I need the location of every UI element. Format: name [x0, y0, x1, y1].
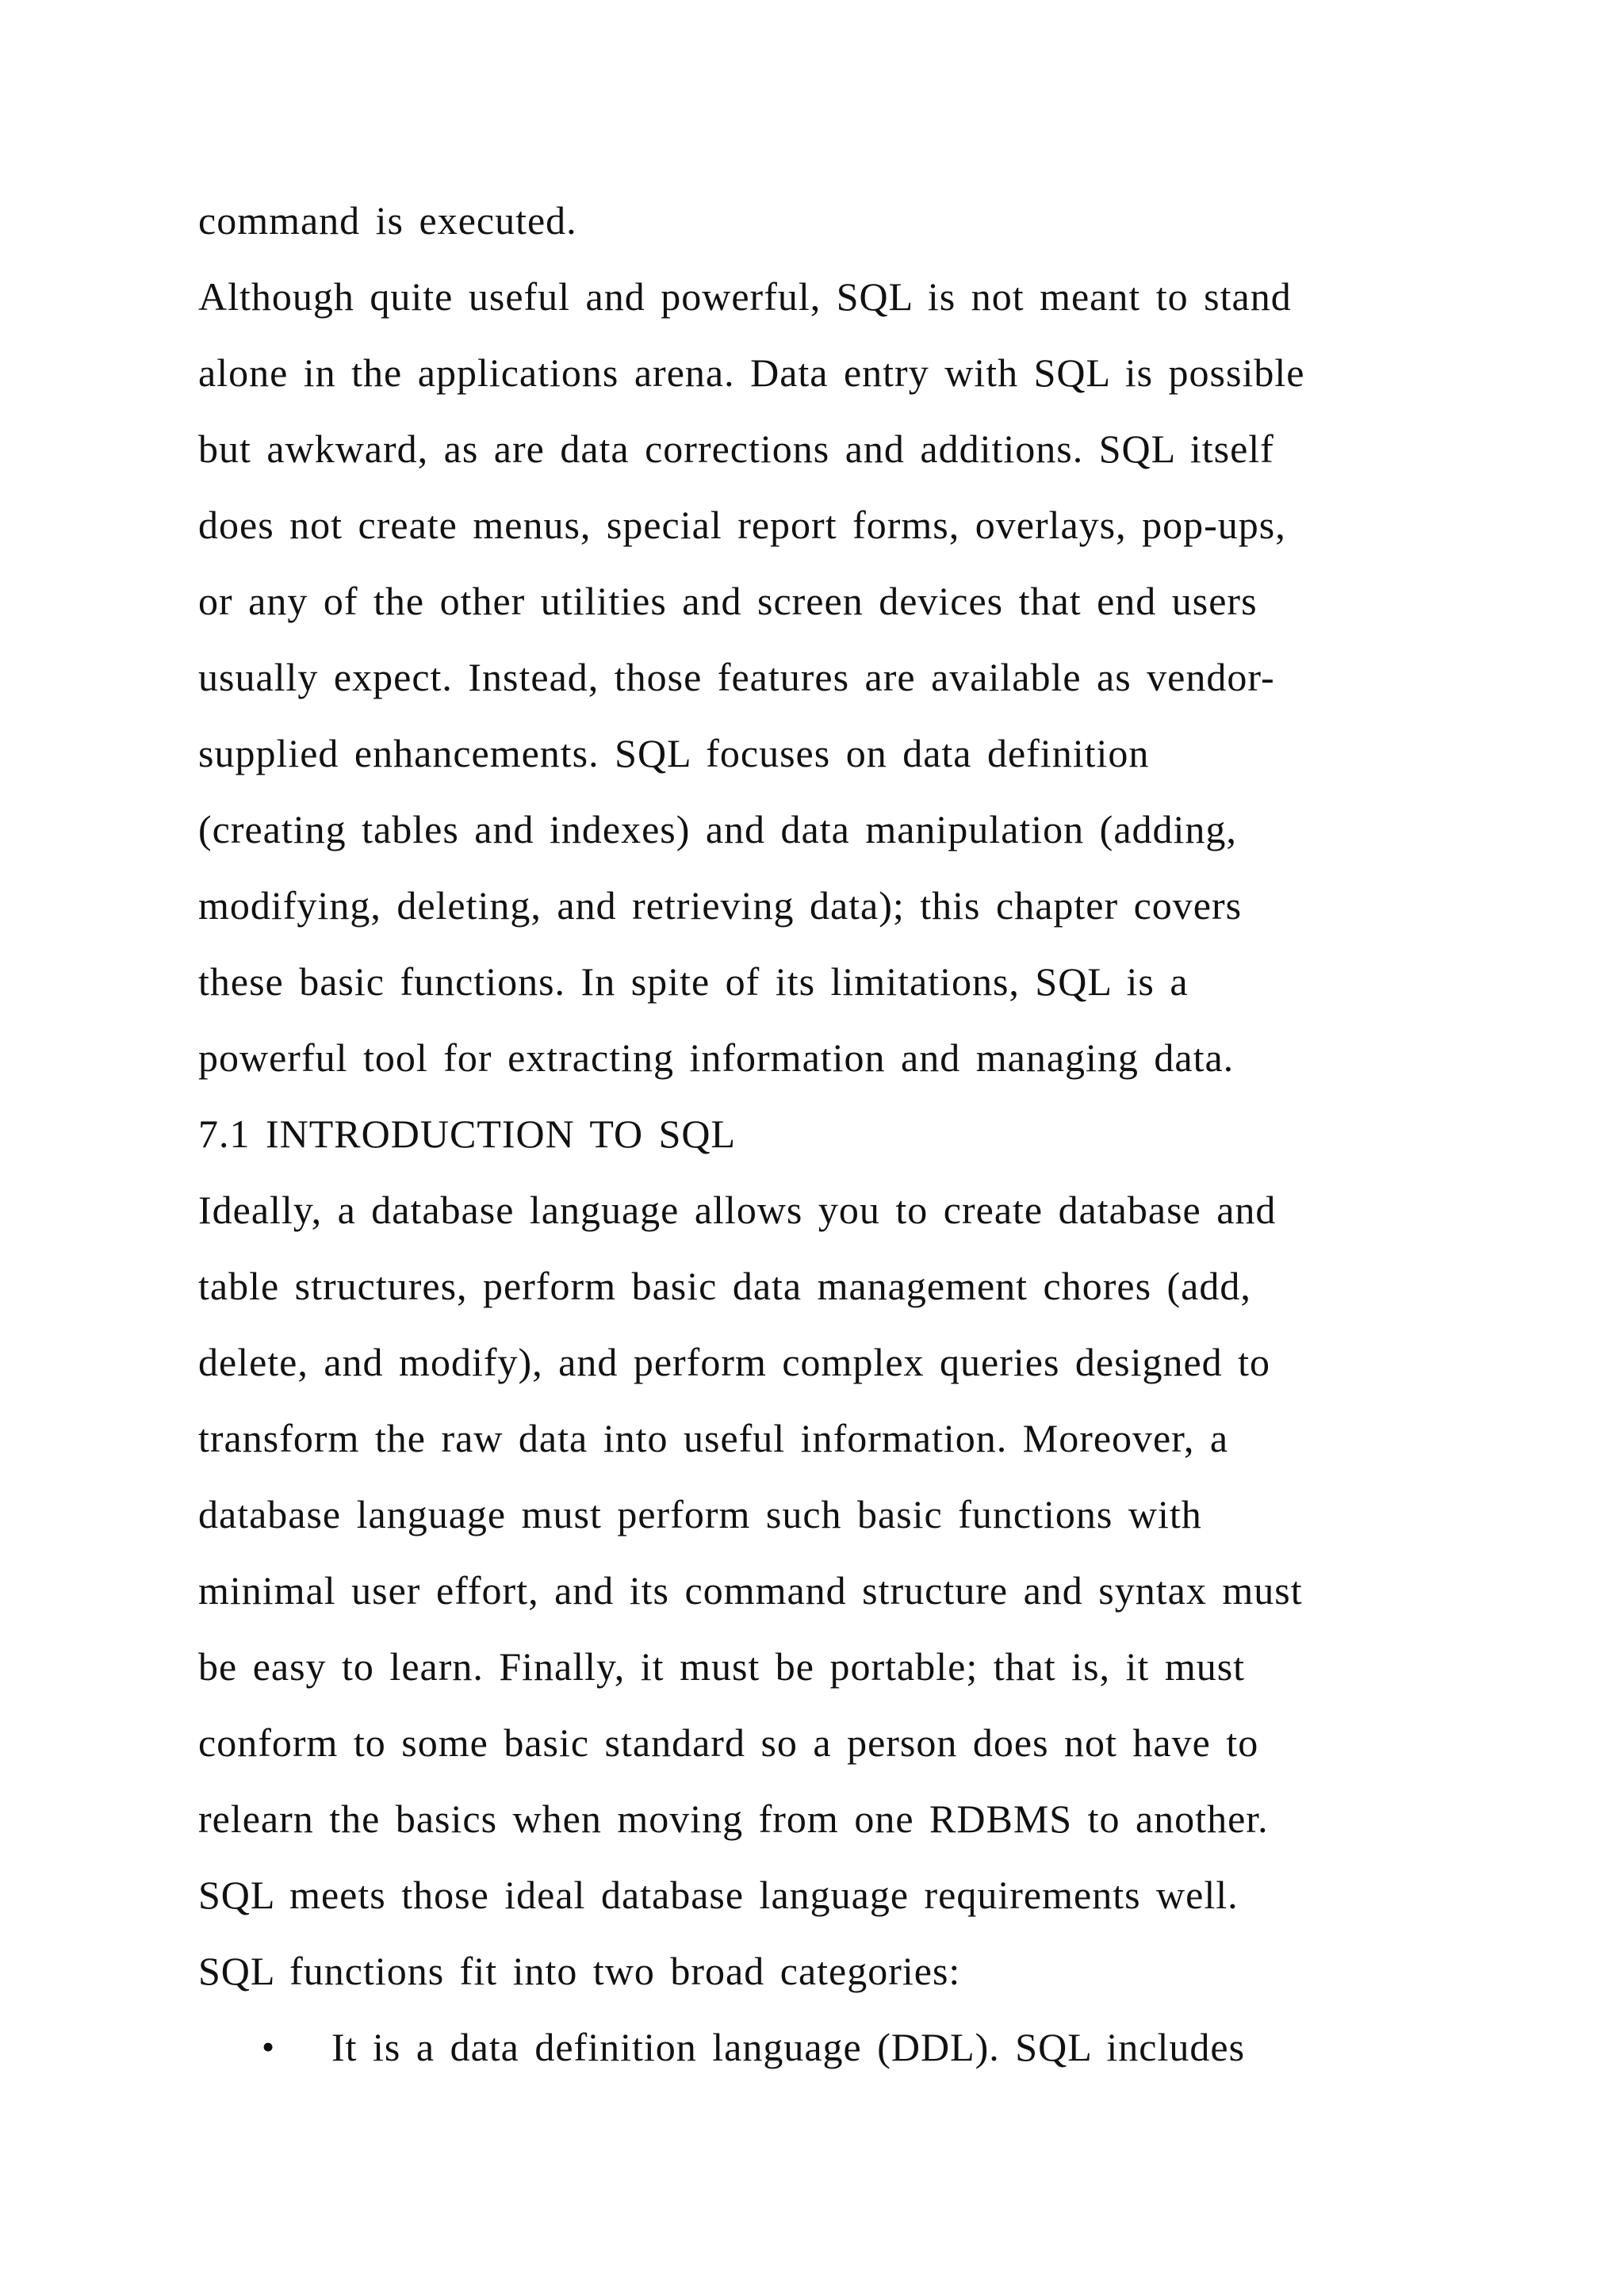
text-line: but awkward, as are data corrections and additions. SQL itself — [198, 427, 1274, 471]
bullet-icon: • — [262, 2026, 275, 2067]
text-line: does not create menus, special report forms, overlays, pop-ups, — [198, 503, 1286, 547]
text-line: Ideally, a database language allows you to create database and — [198, 1188, 1277, 1232]
text-line: modifying, deleting, and retrieving data); this chapter covers — [198, 883, 1243, 928]
text-line: SQL meets those ideal database language requirements well. — [198, 1873, 1239, 1917]
text-line: powerful tool for extracting information and managing data. — [198, 1035, 1235, 1080]
text-line: database language must perform such basic functions with — [198, 1492, 1202, 1536]
text-line: table structures, perform basic data management chores (add, — [198, 1264, 1251, 1308]
bullet-item-text: It is a data definition language (DDL). SQL includes — [331, 2025, 1246, 2069]
text-line: be easy to learn. Finally, it must be portable; that is, it must — [198, 1644, 1246, 1689]
text-line: delete, and modify), and perform complex queries designed to — [198, 1340, 1271, 1384]
text-line: SQL functions fit into two broad categories: — [198, 1949, 961, 1993]
section-heading: 7.1 INTRODUCTION TO SQL — [198, 1112, 737, 1156]
text-line: (creating tables and indexes) and data manipulation (adding, — [198, 807, 1237, 851]
text-line: Although quite useful and powerful, SQL is not meant to stand — [198, 274, 1292, 319]
text-line: conform to some basic standard so a person does not have to — [198, 1720, 1259, 1765]
text-line: transform the raw data into useful information. Moreover, a — [198, 1416, 1229, 1460]
text-line: alone in the applications arena. Data entry with SQL is possible — [198, 350, 1305, 395]
text-line: minimal user effort, and its command structure and syntax must — [198, 1568, 1303, 1613]
text-line: supplied enhancements. SQL focuses on data definition — [198, 731, 1150, 775]
text-line: relearn the basics when moving from one RDBMS to another. — [198, 1797, 1269, 1841]
text-line: or any of the other utilities and screen devices that end users — [198, 579, 1258, 623]
text-line: these basic functions. In spite of its limitations, SQL is a — [198, 959, 1189, 1004]
text-line: usually expect. Instead, those features are available as vendor- — [198, 655, 1275, 699]
text-line: command is executed. — [198, 198, 577, 243]
